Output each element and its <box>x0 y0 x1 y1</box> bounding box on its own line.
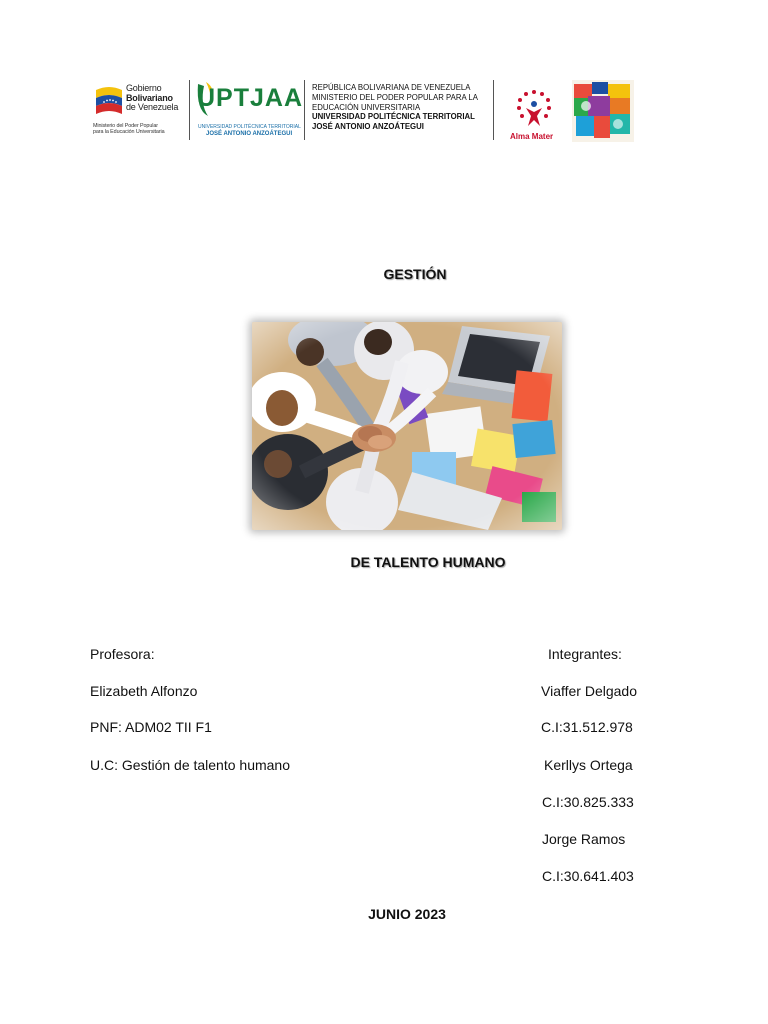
profesora-label: Profesora: <box>90 646 155 662</box>
divider <box>304 80 305 140</box>
member-name: Kerllys Ortega <box>544 757 633 773</box>
team-hands-photo <box>252 322 562 530</box>
ministerio-text: Ministerio del Poder Popular para la Educación Universitaria <box>93 123 165 135</box>
pnf-text: PNF: ADM02 TII F1 <box>90 719 212 735</box>
integrantes-label: Integrantes: <box>548 646 622 662</box>
date-text: JUNIO 2023 <box>368 906 446 922</box>
gobierno-bolivariano-logo <box>88 78 188 144</box>
divider <box>493 80 494 140</box>
page-title-top: GESTIÓN <box>383 266 447 282</box>
institution-text: REPÚBLICA BOLIVARIANA DE VENEZUELA MINISTERIO DEL PODER POPULAR PARA LA EDUCACIÓN UNIVERSITARIA UNIVERSIDAD POLITÉCNICA TERRITORIAL JOSÉ ANTONIO ANZOÁTEGUI <box>312 83 478 132</box>
member-ci: C.I:31.512.978 <box>541 719 633 735</box>
member-name: Jorge Ramos <box>542 831 626 847</box>
alma-mater-text: Alma Mater <box>510 132 554 141</box>
uptjaa-logo <box>192 78 302 144</box>
header-logo-strip <box>88 78 640 144</box>
alma-mater-star-icon <box>504 86 564 132</box>
alma-mater-logo <box>504 86 564 142</box>
member-name: Viaffer Delgado <box>541 683 637 699</box>
uc-text: U.C: Gestión de talento humano <box>90 757 291 773</box>
uptjaa-subtitle: UNIVERSIDAD POLITÉCNICA TERRITORIAL <box>198 124 301 130</box>
member-ci: C.I:30.825.333 <box>542 794 634 810</box>
gobierno-text: Gobierno Bolivariano de Venezuela <box>126 83 179 112</box>
member-ci: C.I:30.641.403 <box>542 868 634 884</box>
divider <box>189 80 190 140</box>
page-title-bottom: DE TALENTO HUMANO <box>350 554 506 570</box>
profesora-name: Elizabeth Alfonzo <box>90 683 198 699</box>
venezuela-flag-icon <box>94 84 124 118</box>
colorful-collage-logo <box>572 80 634 142</box>
uptjaa-subtitle-2: JOSÉ ANTONIO ANZOÁTEGUI <box>206 131 293 137</box>
uptjaa-wordmark: UPTJAA <box>197 84 304 112</box>
